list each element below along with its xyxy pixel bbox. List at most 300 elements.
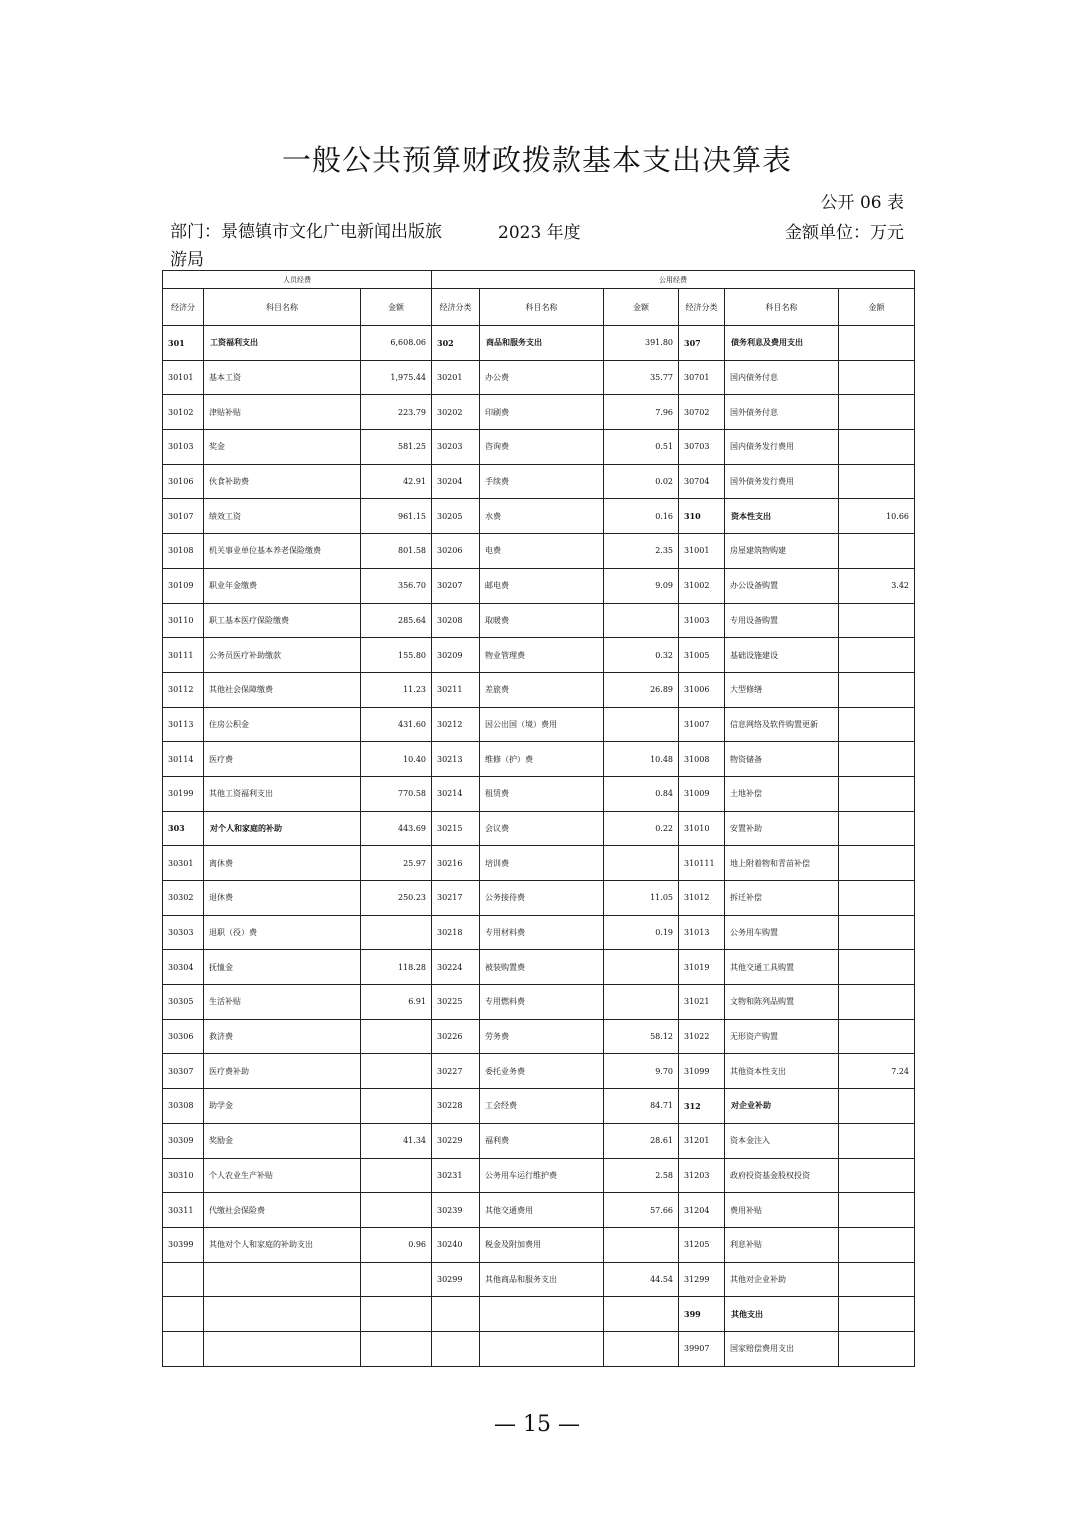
cell-amount [604, 1331, 679, 1366]
cell-name: 会议费 [480, 811, 604, 846]
page-title: 一般公共预算财政拨款基本支出决算表 [281, 143, 792, 177]
cell-name: 基本工资 [204, 360, 361, 395]
cell-name: 代缴社会保险费 [204, 1193, 361, 1228]
cell-name: 无形资产购置 [725, 1019, 839, 1054]
cell-amount: 443.69 [361, 811, 432, 846]
cell-amount [604, 1297, 679, 1332]
cell-code: 30701 [679, 360, 725, 395]
cell-name: 退职（役）费 [204, 915, 361, 950]
cell-code: 310 [679, 499, 725, 534]
cell-amount: 7.24 [839, 1054, 915, 1089]
cell-code [163, 1262, 204, 1297]
cell-amount: 0.51 [604, 430, 679, 465]
cell-name: 办公设备购置 [725, 568, 839, 603]
cell-code: 30702 [679, 395, 725, 430]
cell-amount [839, 1331, 915, 1366]
cell-amount: 223.79 [361, 395, 432, 430]
cell-code: 30112 [163, 672, 204, 707]
cell-name: 国外债务发行费用 [725, 464, 839, 499]
cell-name: 物资储备 [725, 742, 839, 777]
cell-amount: 10.66 [839, 499, 915, 534]
table-row [163, 742, 915, 777]
cell-amount [361, 915, 432, 950]
cell-code: 30308 [163, 1089, 204, 1124]
cell-code: 30217 [432, 881, 480, 916]
cell-amount: 581.25 [361, 430, 432, 465]
cell-name: 物业管理费 [480, 638, 604, 673]
table-row [163, 776, 915, 811]
cell-name: 职业年金缴费 [204, 568, 361, 603]
cell-code: 31299 [679, 1262, 725, 1297]
cell-code: 30227 [432, 1054, 480, 1089]
header-name: 科目名称 [725, 289, 839, 326]
cell-name: 因公出国（境）费用 [480, 707, 604, 742]
cell-name: 租赁费 [480, 776, 604, 811]
table-row [163, 672, 915, 707]
cell-code: 310111 [679, 846, 725, 881]
table-row [163, 395, 915, 430]
cell-name: 职工基本医疗保险缴费 [204, 603, 361, 638]
cell-code: 30205 [432, 499, 480, 534]
cell-code: 31002 [679, 568, 725, 603]
cell-code: 31006 [679, 672, 725, 707]
cell-name: 基础设施建设 [725, 638, 839, 673]
cell-name: 利息补贴 [725, 1227, 839, 1262]
cell-name: 费用补贴 [725, 1193, 839, 1228]
cell-code: 30207 [432, 568, 480, 603]
cell-amount [604, 707, 679, 742]
cell-name: 咨询费 [480, 430, 604, 465]
cell-amount: 2.35 [604, 534, 679, 569]
cell-code [163, 1297, 204, 1332]
cell-amount [361, 1158, 432, 1193]
cell-amount: 2.58 [604, 1158, 679, 1193]
cell-code: 31010 [679, 811, 725, 846]
cell-name: 专用燃料费 [480, 985, 604, 1020]
cell-amount: 11.23 [361, 672, 432, 707]
cell-code: 30209 [432, 638, 480, 673]
cell-amount: 42.91 [361, 464, 432, 499]
cell-code: 30703 [679, 430, 725, 465]
cell-name: 劳务费 [480, 1019, 604, 1054]
cell-amount: 3.42 [839, 568, 915, 603]
cell-name: 邮电费 [480, 568, 604, 603]
page-number: — 15 — [494, 1412, 580, 1437]
cell-amount [839, 811, 915, 846]
cell-amount [361, 1331, 432, 1366]
cell-code: 30218 [432, 915, 480, 950]
cell-name: 被装购置费 [480, 950, 604, 985]
cell-code: 30203 [432, 430, 480, 465]
cell-code: 303 [163, 811, 204, 846]
cell-name: 公务用车运行维护费 [480, 1158, 604, 1193]
department-label: 部门：景德镇市文化广电新闻出版旅游局 [170, 222, 442, 270]
cell-code: 30228 [432, 1089, 480, 1124]
cell-code: 31021 [679, 985, 725, 1020]
cell-amount: 0.32 [604, 638, 679, 673]
table-row [163, 464, 915, 499]
cell-amount: 25.97 [361, 846, 432, 881]
cell-name: 机关事业单位基本养老保险缴费 [204, 534, 361, 569]
cell-name: 离休费 [204, 846, 361, 881]
cell-name: 专用材料费 [480, 915, 604, 950]
cell-amount [839, 672, 915, 707]
cell-amount [839, 430, 915, 465]
cell-name: 手续费 [480, 464, 604, 499]
cell-amount [839, 776, 915, 811]
table-row [163, 846, 915, 881]
cell-name: 退休费 [204, 881, 361, 916]
table-row [163, 360, 915, 395]
cell-amount [361, 1089, 432, 1124]
cell-code: 30311 [163, 1193, 204, 1228]
cell-code: 31003 [679, 603, 725, 638]
cell-name: 伙食补助费 [204, 464, 361, 499]
cell-code: 307 [679, 326, 725, 361]
cell-code: 30111 [163, 638, 204, 673]
cell-amount [839, 1158, 915, 1193]
cell-amount [839, 638, 915, 673]
cell-code: 30225 [432, 985, 480, 1020]
cell-code: 30307 [163, 1054, 204, 1089]
cell-code: 30215 [432, 811, 480, 846]
cell-code [432, 1331, 480, 1366]
expenditure-table [162, 270, 915, 1367]
cell-code: 31013 [679, 915, 725, 950]
cell-code: 31205 [679, 1227, 725, 1262]
cell-amount [839, 915, 915, 950]
group-public: 公用经费 [432, 271, 915, 289]
cell-code: 31009 [679, 776, 725, 811]
cell-code: 30214 [432, 776, 480, 811]
cell-amount: 285.64 [361, 603, 432, 638]
table-row [163, 707, 915, 742]
cell-code: 30704 [679, 464, 725, 499]
cell-code: 30113 [163, 707, 204, 742]
cell-amount: 0.02 [604, 464, 679, 499]
cell-amount [839, 707, 915, 742]
cell-code: 30229 [432, 1123, 480, 1158]
cell-name: 其他交通工具购置 [725, 950, 839, 985]
cell-amount: 1,975.44 [361, 360, 432, 395]
cell-amount: 28.61 [604, 1123, 679, 1158]
cell-name: 医疗费补助 [204, 1054, 361, 1089]
cell-amount: 10.48 [604, 742, 679, 777]
cell-amount: 9.09 [604, 568, 679, 603]
table-row [163, 1297, 915, 1332]
cell-amount [839, 985, 915, 1020]
cell-name: 办公费 [480, 360, 604, 395]
cell-amount: 0.22 [604, 811, 679, 846]
table-row [163, 1089, 915, 1124]
table-row [163, 1123, 915, 1158]
cell-code: 30304 [163, 950, 204, 985]
cell-amount: 961.15 [361, 499, 432, 534]
cell-code: 30231 [432, 1158, 480, 1193]
cell-name: 政府投资基金股权投资 [725, 1158, 839, 1193]
cell-code: 30240 [432, 1227, 480, 1262]
cell-code: 31005 [679, 638, 725, 673]
cell-amount [839, 1297, 915, 1332]
cell-amount [839, 534, 915, 569]
cell-name: 对个人和家庭的补助 [204, 811, 361, 846]
group-header-row [163, 271, 915, 289]
cell-amount: 801.58 [361, 534, 432, 569]
cell-name: 水费 [480, 499, 604, 534]
cell-amount: 356.70 [361, 568, 432, 603]
cell-code: 31001 [679, 534, 725, 569]
form-number: 公开 06 表 [820, 193, 904, 213]
cell-code: 30110 [163, 603, 204, 638]
cell-name [204, 1297, 361, 1332]
header-amount: 金额 [361, 289, 432, 326]
cell-name: 其他工资福利支出 [204, 776, 361, 811]
table-row [163, 568, 915, 603]
cell-code: 30108 [163, 534, 204, 569]
cell-name: 生活补贴 [204, 985, 361, 1020]
cell-amount [839, 846, 915, 881]
cell-code: 30106 [163, 464, 204, 499]
cell-name: 抚恤金 [204, 950, 361, 985]
cell-name: 印刷费 [480, 395, 604, 430]
cell-amount: 9.70 [604, 1054, 679, 1089]
cell-amount: 58.12 [604, 1019, 679, 1054]
cell-amount [839, 464, 915, 499]
cell-code: 30302 [163, 881, 204, 916]
cell-code: 31008 [679, 742, 725, 777]
cell-amount [361, 1193, 432, 1228]
cell-name: 奖金 [204, 430, 361, 465]
table-row [163, 915, 915, 950]
table-row [163, 1019, 915, 1054]
cell-code: 31204 [679, 1193, 725, 1228]
cell-name: 绩效工资 [204, 499, 361, 534]
header-code: 经济分类 [432, 289, 480, 326]
cell-name: 维修（护）费 [480, 742, 604, 777]
cell-code: 30224 [432, 950, 480, 985]
cell-amount [604, 985, 679, 1020]
cell-name: 资本性支出 [725, 499, 839, 534]
cell-amount [604, 846, 679, 881]
cell-name: 公务接待费 [480, 881, 604, 916]
cell-amount: 35.77 [604, 360, 679, 395]
cell-amount: 41.34 [361, 1123, 432, 1158]
header-amount: 金额 [604, 289, 679, 326]
cell-code: 30208 [432, 603, 480, 638]
cell-amount: 26.89 [604, 672, 679, 707]
cell-amount [361, 1297, 432, 1332]
table-row [163, 811, 915, 846]
cell-code: 30216 [432, 846, 480, 881]
cell-name: 委托业务费 [480, 1054, 604, 1089]
cell-amount [839, 1262, 915, 1297]
table-body [163, 326, 915, 1367]
cell-name: 津贴补贴 [204, 395, 361, 430]
cell-name: 地上附着物和青苗补偿 [725, 846, 839, 881]
cell-code: 30202 [432, 395, 480, 430]
cell-amount: 10.40 [361, 742, 432, 777]
cell-name: 其他对个人和家庭的补助支出 [204, 1227, 361, 1262]
cell-amount: 6,608.06 [361, 326, 432, 361]
cell-amount [839, 1019, 915, 1054]
cell-name: 国外债务付息 [725, 395, 839, 430]
table-row [163, 603, 915, 638]
cell-code: 31012 [679, 881, 725, 916]
cell-code: 30213 [432, 742, 480, 777]
table-row [163, 1054, 915, 1089]
table-row [163, 326, 915, 361]
cell-code: 30201 [432, 360, 480, 395]
cell-amount [361, 1054, 432, 1089]
cell-name: 个人农业生产补贴 [204, 1158, 361, 1193]
cell-name: 信息网络及软件购置更新 [725, 707, 839, 742]
cell-code [432, 1297, 480, 1332]
cell-code: 30107 [163, 499, 204, 534]
cell-name: 大型修缮 [725, 672, 839, 707]
cell-name: 债务利息及费用支出 [725, 326, 839, 361]
cell-code: 30226 [432, 1019, 480, 1054]
group-personnel: 人员经费 [163, 271, 432, 289]
cell-amount: 770.58 [361, 776, 432, 811]
header-name: 科目名称 [480, 289, 604, 326]
cell-amount: 431.60 [361, 707, 432, 742]
cell-name: 安置补助 [725, 811, 839, 846]
cell-name: 其他支出 [725, 1297, 839, 1332]
cell-name: 差旅费 [480, 672, 604, 707]
cell-name [480, 1297, 604, 1332]
cell-code: 30299 [432, 1262, 480, 1297]
cell-code: 31099 [679, 1054, 725, 1089]
cell-name: 其他资本性支出 [725, 1054, 839, 1089]
header-amount: 金额 [839, 289, 915, 326]
cell-amount [361, 1019, 432, 1054]
cell-amount [604, 950, 679, 985]
table-row [163, 1193, 915, 1228]
table-row [163, 881, 915, 916]
cell-code: 31203 [679, 1158, 725, 1193]
cell-name: 工会经费 [480, 1089, 604, 1124]
table-row [163, 1262, 915, 1297]
cell-name: 公务员医疗补助缴款 [204, 638, 361, 673]
cell-amount [604, 1227, 679, 1262]
cell-name: 奖励金 [204, 1123, 361, 1158]
cell-name: 专用设备购置 [725, 603, 839, 638]
cell-name: 其他商品和服务支出 [480, 1262, 604, 1297]
cell-amount: 0.84 [604, 776, 679, 811]
cell-code [163, 1331, 204, 1366]
cell-amount: 118.28 [361, 950, 432, 985]
table-row [163, 950, 915, 985]
cell-amount [839, 1227, 915, 1262]
cell-name: 培训费 [480, 846, 604, 881]
cell-code: 30199 [163, 776, 204, 811]
fiscal-year: 2023 年度 [498, 223, 581, 243]
cell-amount [839, 395, 915, 430]
cell-amount [839, 950, 915, 985]
cell-name: 商品和服务支出 [480, 326, 604, 361]
cell-name: 国内债务付息 [725, 360, 839, 395]
cell-code: 30102 [163, 395, 204, 430]
cell-code: 302 [432, 326, 480, 361]
cell-amount: 44.54 [604, 1262, 679, 1297]
table-row [163, 430, 915, 465]
cell-code: 30399 [163, 1227, 204, 1262]
cell-amount: 7.96 [604, 395, 679, 430]
cell-amount: 0.19 [604, 915, 679, 950]
cell-name: 救济费 [204, 1019, 361, 1054]
cell-name: 公务用车购置 [725, 915, 839, 950]
cell-name [204, 1331, 361, 1366]
cell-name: 助学金 [204, 1089, 361, 1124]
cell-name: 资本金注入 [725, 1123, 839, 1158]
cell-name: 文物和陈列品购置 [725, 985, 839, 1020]
cell-code: 39907 [679, 1331, 725, 1366]
cell-code: 31019 [679, 950, 725, 985]
cell-amount [839, 360, 915, 395]
cell-code: 30303 [163, 915, 204, 950]
cell-name: 福利费 [480, 1123, 604, 1158]
cell-amount: 57.66 [604, 1193, 679, 1228]
cell-code: 31007 [679, 707, 725, 742]
header-code: 经济分类 [679, 289, 725, 326]
cell-name: 对企业补助 [725, 1089, 839, 1124]
cell-code: 30109 [163, 568, 204, 603]
table-row [163, 1158, 915, 1193]
cell-amount [839, 881, 915, 916]
cell-name: 其他对企业补助 [725, 1262, 839, 1297]
cell-amount [604, 603, 679, 638]
cell-amount: 250.23 [361, 881, 432, 916]
header-name: 科目名称 [204, 289, 361, 326]
cell-code: 30103 [163, 430, 204, 465]
cell-amount [839, 326, 915, 361]
cell-code: 30101 [163, 360, 204, 395]
table-row [163, 1331, 915, 1366]
cell-amount [839, 1193, 915, 1228]
cell-amount: 11.05 [604, 881, 679, 916]
cell-code: 30306 [163, 1019, 204, 1054]
cell-amount [839, 603, 915, 638]
cell-name: 其他社会保障缴费 [204, 672, 361, 707]
table-row [163, 985, 915, 1020]
cell-amount [839, 1123, 915, 1158]
cell-amount [361, 1262, 432, 1297]
cell-code: 30204 [432, 464, 480, 499]
cell-amount: 6.91 [361, 985, 432, 1020]
cell-code: 30206 [432, 534, 480, 569]
cell-name: 国内债务发行费用 [725, 430, 839, 465]
cell-name: 其他交通费用 [480, 1193, 604, 1228]
cell-name: 国家赔偿费用支出 [725, 1331, 839, 1366]
cell-code: 30305 [163, 985, 204, 1020]
cell-amount [839, 1089, 915, 1124]
cell-code: 30114 [163, 742, 204, 777]
table-row [163, 499, 915, 534]
cell-code: 30211 [432, 672, 480, 707]
cell-name: 土地补偿 [725, 776, 839, 811]
cell-code: 30212 [432, 707, 480, 742]
cell-amount: 391.80 [604, 326, 679, 361]
cell-code: 399 [679, 1297, 725, 1332]
cell-amount: 0.16 [604, 499, 679, 534]
cell-code: 312 [679, 1089, 725, 1124]
table-row [163, 1227, 915, 1262]
cell-name: 电费 [480, 534, 604, 569]
cell-name: 医疗费 [204, 742, 361, 777]
cell-name: 拆迁补偿 [725, 881, 839, 916]
amount-unit: 金额单位：万元 [785, 223, 904, 243]
cell-amount: 0.96 [361, 1227, 432, 1262]
